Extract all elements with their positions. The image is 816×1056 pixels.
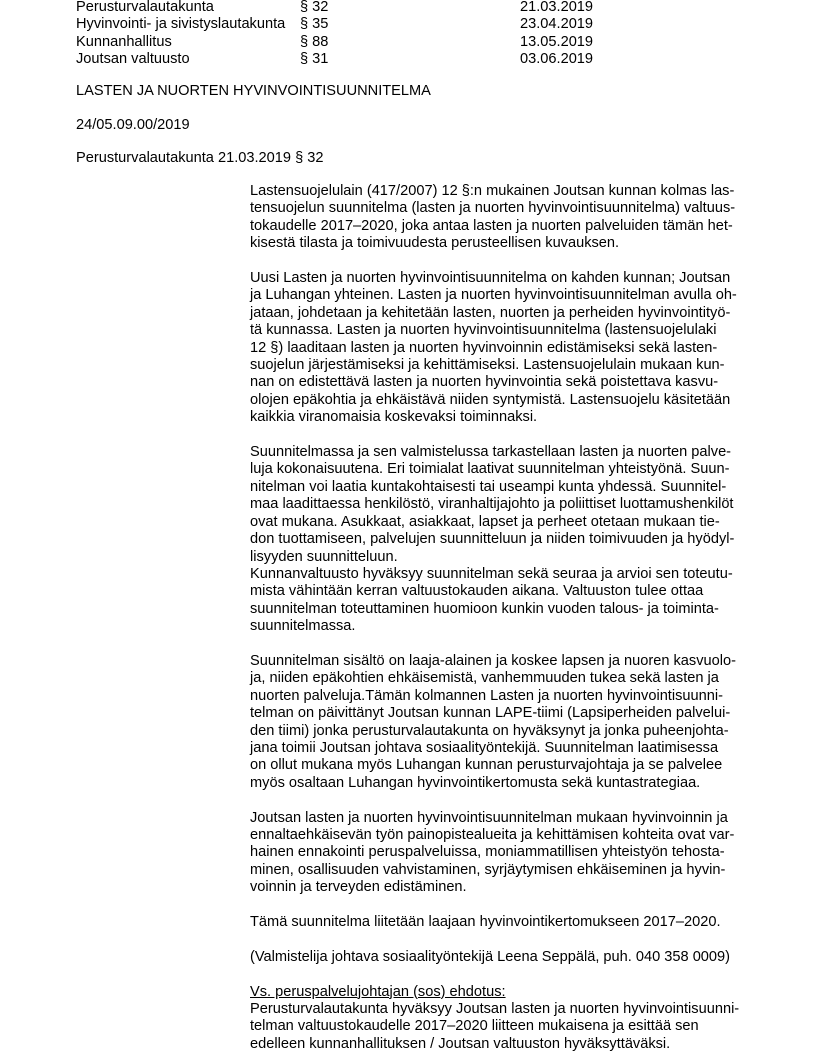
text-line: nitelman voi laatia kuntakohtaisesti tai useampi kunta yhdessä. Suunnitel- [250, 478, 727, 495]
text-line: kisestä tilasta ja toimivuudesta perusteellisen kuvauksen. [250, 235, 620, 252]
reference-number: 24/05.09.00/2019 [76, 117, 190, 133]
text-line: Suunnitelmassa ja sen valmistelussa tarkastellaan lasten ja nuorten palve- [250, 444, 732, 461]
text-line: ja Luhangan yhteinen. Lasten ja nuorten hyvinvointisuunnitelman avulla oh- [250, 287, 737, 304]
text-line: Tämä suunnitelma liitetään laajaan hyvinvointikertomukseen 2017–2020. [250, 913, 721, 930]
paragraph-plan-content [250, 653, 770, 792]
text-line: don tuottamiseen, palvelujen suunnitteluun ja niiden toimivuuden ja hyödyl- [250, 531, 735, 548]
text-line: Lastensuojelulain (417/2007) 12 §:n mukainen Joutsan kunnan kolmas las- [250, 183, 735, 199]
text-line: edelleen kunnanhallituksen / Joutsan valtuuston hyväksyttäväksi. [250, 1035, 671, 1052]
meeting-line: Perusturvalautakunta 21.03.2019 § 32 [76, 150, 324, 166]
paragraph-spacer [250, 966, 770, 983]
text-line: kaikkia viranomaisia koskevaksi toiminnaksi. [250, 409, 538, 426]
text-line: ennaltaehkäisevän työn painopistealueita ja kehittämisen kohteita ovat var- [250, 826, 735, 843]
paragraph-spacer [250, 636, 770, 653]
text-line: telman on päivittänyt Joutsan kunnan LAPE-tiimi (Lapsiperheiden palvelui- [250, 705, 731, 722]
meeting-history-table [76, 0, 696, 69]
meeting-history-row [76, 16, 696, 33]
text-line: ja, niiden epäkohtien ehkäisemistä, vanhemmuuden tukea sekä lasten ja [250, 670, 719, 687]
text-line: tä kunnassa. Lasten ja nuorten hyvinvointisuunnitelma (lastensuojelulaki [250, 322, 717, 339]
text-line: Joutsan lasten ja nuorten hyvinvointisuunnitelman mukaan hyvinvoinnin ja [250, 809, 728, 826]
text-line: tensuojelun suunnitelma (lasten ja nuorten hyvinvointisuunnitelma) valtuus- [250, 200, 736, 217]
text-line: ovat mukana. Asukkaat, asiakkaat, lapset ja perheet otetaan mukaan tie- [250, 513, 720, 530]
decision-body-text [250, 183, 770, 1053]
decision-body: Perusturvalautakunta [76, 0, 214, 15]
paragraph-planning-process [250, 444, 770, 635]
document-title: LASTEN JA NUORTEN HYVINVOINTISUUNNITELMA [76, 83, 431, 99]
decision-body: Kunnanhallitus [76, 33, 172, 50]
paragraph-spacer [250, 931, 770, 948]
meeting-date: 13.05.2019 [520, 33, 594, 50]
meeting-date: 23.04.2019 [520, 16, 594, 33]
meeting-history-row [76, 51, 696, 68]
text-line: jataan, johdetaan ja kehitetään lasten, nuorten ja perheiden hyvinvointityö- [250, 304, 731, 321]
text-line: Uusi Lasten ja nuorten hyvinvointisuunnitelma on kahden kunnan; Joutsan [250, 270, 731, 287]
paragraph-spacer [250, 427, 770, 444]
text-line: lisyyden suunnitteluun. [250, 548, 398, 565]
text-line: (Valmistelija johtava sosiaalityöntekijä Leena Seppälä, puh. 040 358 0009) [250, 948, 731, 965]
text-line: minen, osallisuuden vahvistaminen, syrjäytymisen ehkäiseminen ja hyvin- [250, 861, 726, 878]
decision-body: Joutsan valtuusto [76, 51, 190, 68]
text-line: mista vähintään kerran valtuustokauden aikana. Valtuuston tulee ottaa [250, 583, 704, 600]
proposal-heading: Vs. peruspalvelujohtajan (sos) ehdotus: [250, 983, 506, 1000]
text-line: maa laadittaessa henkilöstö, viranhaltijajohto ja poliittiset luottamushenkilöt [250, 496, 734, 513]
section-number: § 88 [300, 33, 329, 50]
meeting-history-row [76, 0, 696, 16]
text-line: den tiimi) jonka perusturvalautakunta on hyväksynyt ja jonka puheenjohta- [250, 722, 729, 739]
paragraph-background [250, 183, 770, 253]
text-line: nuorten palveluja.Tämän kolmannen Lasten ja nuorten hyvinvointisuunni- [250, 687, 723, 704]
text-line: myös osaltaan Luhangan hyvinvointikertomusta sekä kuntastrategiaa. [250, 774, 701, 791]
paragraph-spacer [250, 792, 770, 809]
text-line: suunnitelman toteuttaminen huomioon kunkin vuoden talous- ja toiminta- [250, 600, 719, 617]
text-line: suunnitelmassa. [250, 618, 356, 635]
meeting-date: 03.06.2019 [520, 51, 594, 68]
proposal-section [250, 984, 770, 1054]
text-line: Perusturvalautakunta hyväksyy Joutsan lasten ja nuorten hyvinvointisuunni- [250, 1000, 740, 1017]
text-line: voinnin ja terveyden edistäminen. [250, 879, 467, 896]
text-line: luja kokonaisuutena. Eri toimialat laativat suunnitelman yhteistyönä. Suun- [250, 461, 730, 478]
text-line: hainen ennakointi peruspalveluissa, moniammatillisen yhteistyön tehosta- [250, 844, 725, 861]
section-number: § 35 [300, 16, 329, 33]
meeting-history-row [76, 34, 696, 51]
text-line: Suunnitelman sisältö on laaja-alainen ja koskee lapsen ja nuoren kasvuolo- [250, 652, 736, 669]
text-line: tokaudelle 2017–2020, joka antaa lasten ja nuorten palveluiden tämän het- [250, 217, 733, 234]
paragraph-focus-areas [250, 810, 770, 897]
section-number: § 31 [300, 51, 329, 68]
section-number: § 32 [300, 0, 329, 15]
paragraph-joint-plan [250, 270, 770, 427]
decision-body: Hyvinvointi- ja sivistyslautakunta [76, 16, 286, 33]
paragraph-preparer [250, 949, 770, 966]
meeting-date: 21.03.2019 [520, 0, 594, 15]
text-line: telman valtuustokaudelle 2017–2020 liitteen mukaisena ja esittää sen [250, 1018, 699, 1035]
paragraph-spacer [250, 253, 770, 270]
text-line: on ollut mukana myös Luhangan kunnan perusturvajohtaja ja se palvelee [250, 757, 723, 774]
text-line: olojen epäkohtia ja ehkäistävä niiden syntymistä. Lastensuojelu käsitetään [250, 391, 731, 408]
text-line: Kunnanvaltuusto hyväksyy suunnitelman sekä seuraa ja arvioi sen toteutu- [250, 565, 733, 582]
text-line: 12 §) laaditaan lasten ja nuorten hyvinvoinnin edistämiseksi sekä lasten- [250, 339, 718, 356]
paragraph-spacer [250, 897, 770, 914]
text-line: jana toimii Joutsan johtava sosiaalityöntekijä. Suunnitelman laatimisessa [250, 739, 719, 756]
paragraph-attachment-note [250, 914, 770, 931]
text-line: suojelun järjestämiseksi ja kehittämiseksi. Lastensuojelulain mukaan kun- [250, 357, 725, 374]
text-line: nan on edistettävä lasten ja nuorten hyvinvointia sekä poistettava kasvu- [250, 374, 719, 391]
